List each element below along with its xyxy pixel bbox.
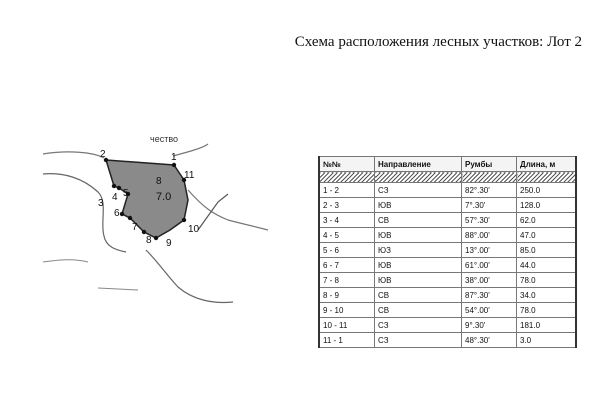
map-road-line xyxy=(43,152,104,158)
map-boundary-line xyxy=(146,250,233,302)
cell-bearing: 88°.00' xyxy=(462,228,517,243)
vertex-label-3: 3 xyxy=(98,198,104,209)
cell-bearing: 9°.30' xyxy=(462,318,517,333)
cell-bearing: 13°.00' xyxy=(462,243,517,258)
cell-length: 78.0 xyxy=(517,303,577,318)
bearing-table xyxy=(318,156,577,348)
cell-segment: 10 - 11 xyxy=(319,318,375,333)
cell-bearing: 82°.30' xyxy=(462,183,517,198)
cell-direction: СВ xyxy=(375,303,462,318)
cell-bearing: 57°.30' xyxy=(462,213,517,228)
cell-bearing: 7°.30' xyxy=(462,198,517,213)
vertex-label-6: 6 xyxy=(114,208,120,219)
header-bearing: Румбы xyxy=(462,157,517,172)
cell-length: 181.0 xyxy=(517,318,577,333)
cell-direction: СВ xyxy=(375,288,462,303)
table-row xyxy=(319,183,576,198)
header-length: Длина, м xyxy=(517,157,577,172)
cell-segment: 5 - 6 xyxy=(319,243,375,258)
vertex-3 xyxy=(112,184,116,188)
cell-direction: СВ xyxy=(375,213,462,228)
cell-direction: СЗ xyxy=(375,333,462,348)
cell-length: 47.0 xyxy=(517,228,577,243)
cell-length: 128.0 xyxy=(517,198,577,213)
cell-direction: СЗ xyxy=(375,183,462,198)
vertex-label-8-inner: 8 xyxy=(156,176,162,187)
parcel-polygon xyxy=(106,160,188,238)
vertex-label-10: 10 xyxy=(188,224,200,235)
area-label: 7.0 xyxy=(156,191,172,203)
cell-direction: ЮВ xyxy=(375,258,462,273)
vertex-7 xyxy=(128,216,132,220)
cell-length: 78.0 xyxy=(517,273,577,288)
vertex-label-8: 8 xyxy=(146,235,152,246)
vertex-6 xyxy=(120,212,124,216)
vertex-label-11: 11 xyxy=(184,170,195,181)
vertex-label-5: 5 xyxy=(123,188,129,199)
table-row xyxy=(319,288,576,303)
cell-segment: 9 - 10 xyxy=(319,303,375,318)
cell-length: 3.0 xyxy=(517,333,577,348)
table-row xyxy=(319,333,576,348)
cell-bearing: 48°.30' xyxy=(462,333,517,348)
cell-bearing: 61°.00' xyxy=(462,258,517,273)
cell-segment: 4 - 5 xyxy=(319,228,375,243)
vertex-label-1: 1 xyxy=(171,152,177,163)
map-road-line xyxy=(173,144,208,156)
cell-bearing: 38°.00' xyxy=(462,273,517,288)
table-row xyxy=(319,258,576,273)
cell-length: 250.0 xyxy=(517,183,577,198)
cell-segment: 6 - 7 xyxy=(319,258,375,273)
cell-segment: 3 - 4 xyxy=(319,213,375,228)
vertex-label-4: 4 xyxy=(112,192,118,203)
map-boundary-line xyxy=(188,190,268,230)
header-direction: Направление xyxy=(375,157,462,172)
map-fragment-label: чество xyxy=(150,134,179,144)
cell-length: 44.0 xyxy=(517,258,577,273)
table-spacer-row xyxy=(319,172,576,183)
vertex-1 xyxy=(172,163,176,167)
cell-direction: СЗ xyxy=(375,318,462,333)
scheme-title: Схема расположения лесных участков: Лот 2 xyxy=(294,34,582,50)
cell-direction: ЮВ xyxy=(375,198,462,213)
vertex-4 xyxy=(117,186,121,190)
cell-direction: ЮВ xyxy=(375,273,462,288)
table-row xyxy=(319,303,576,318)
table-header-row xyxy=(319,157,576,172)
table-row xyxy=(319,318,576,333)
cell-length: 34.0 xyxy=(517,288,577,303)
map-boundary-line xyxy=(43,260,88,262)
vertex-label-9: 9 xyxy=(166,238,172,249)
vertex-label-7: 7 xyxy=(132,222,138,233)
cell-segment: 8 - 9 xyxy=(319,288,375,303)
table-row xyxy=(319,213,576,228)
cell-segment: 11 - 1 xyxy=(319,333,375,348)
cell-direction: ЮВ xyxy=(375,228,462,243)
table-row xyxy=(319,273,576,288)
vertex-label-2: 2 xyxy=(100,149,106,160)
vertex-9 xyxy=(154,236,158,240)
cell-segment: 2 - 3 xyxy=(319,198,375,213)
cell-length: 62.0 xyxy=(517,213,577,228)
cell-direction: ЮЗ xyxy=(375,243,462,258)
cell-bearing: 87°.30' xyxy=(462,288,517,303)
cell-length: 85.0 xyxy=(517,243,577,258)
map-road-line xyxy=(98,288,138,290)
vertex-10 xyxy=(182,218,186,222)
cell-bearing: 54°.00' xyxy=(462,303,517,318)
parcel-map xyxy=(38,112,288,312)
header-number: №№ xyxy=(319,157,375,172)
table-row xyxy=(319,198,576,213)
table-row xyxy=(319,243,576,258)
cell-segment: 1 - 2 xyxy=(319,183,375,198)
table-row xyxy=(319,228,576,243)
vertex-8 xyxy=(142,230,146,234)
bearing-table-container xyxy=(318,156,577,348)
cell-segment: 7 - 8 xyxy=(319,273,375,288)
